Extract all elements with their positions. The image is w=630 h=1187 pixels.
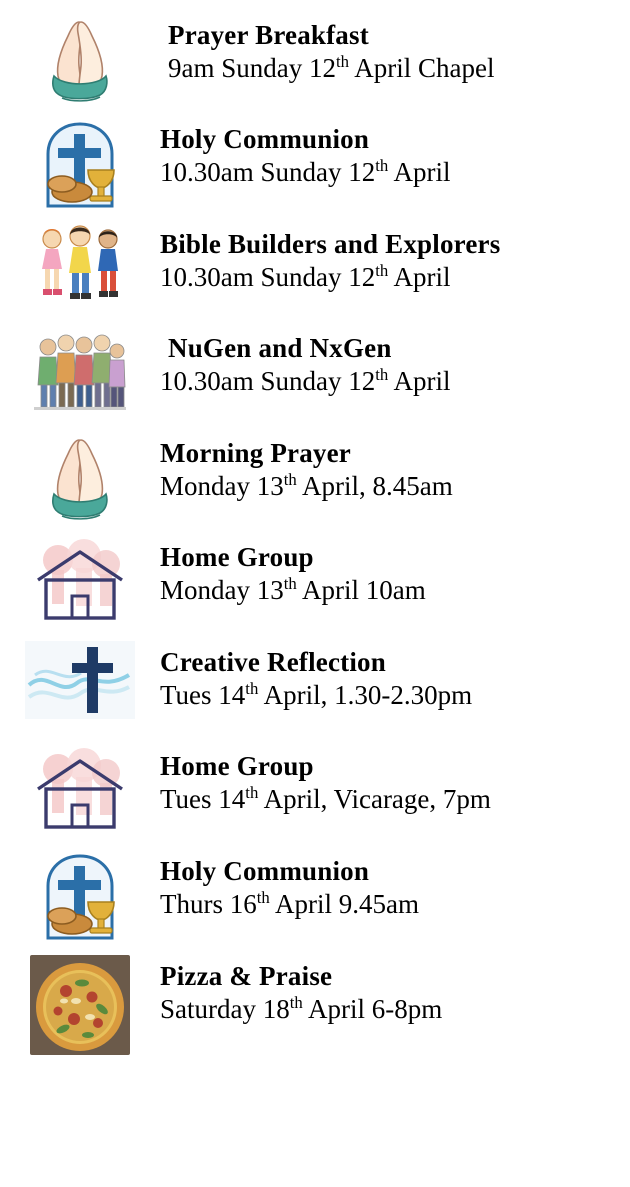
event-detail: Monday 13th April 10am (160, 573, 426, 605)
event-text-cell (160, 428, 630, 502)
list-item (0, 8, 630, 112)
event-icon-cell (0, 10, 160, 107)
list-item (0, 844, 630, 949)
children-group-icon (32, 223, 128, 312)
event-text-cell (160, 951, 630, 1025)
praying-hands-icon (34, 14, 126, 107)
house-icon (28, 536, 132, 633)
list-item (0, 530, 630, 635)
event-detail: Tues 14th April, Vicarage, 7pm (160, 782, 491, 814)
list-item (0, 217, 630, 321)
event-title: Holy Communion (160, 856, 370, 886)
event-icon-cell (0, 219, 160, 312)
event-title: Holy Communion (160, 124, 370, 154)
event-detail: Saturday 18th April 6-8pm (160, 992, 443, 1024)
event-text-cell (160, 114, 630, 188)
event-title: Creative Reflection (160, 647, 386, 677)
event-detail: Monday 13th April, 8.45am (160, 469, 453, 501)
event-detail: 10.30am Sunday 12th April (160, 364, 451, 396)
event-icon-cell (0, 323, 160, 424)
event-icon-cell (0, 846, 160, 947)
list-item (0, 426, 630, 530)
event-text-cell (160, 741, 630, 815)
event-text-cell (160, 846, 630, 920)
event-icon-cell (0, 951, 160, 1060)
event-icon-cell (0, 114, 160, 215)
event-text-cell (160, 219, 630, 293)
stained-glass-window-cross-chalice-icon (32, 118, 128, 215)
event-text-cell (160, 532, 630, 606)
house-icon (28, 745, 132, 842)
event-icon-cell (0, 741, 160, 842)
event-detail: 10.30am Sunday 12th April (160, 260, 451, 292)
event-detail: 10.30am Sunday 12th April (160, 155, 451, 187)
event-detail: Thurs 16th April 9.45am (160, 887, 420, 919)
event-icon-cell (0, 428, 160, 525)
event-title: NuGen and NxGen (168, 333, 392, 363)
event-title: Prayer Breakfast (168, 20, 369, 50)
praying-hands-icon (34, 432, 126, 525)
event-title: Home Group (160, 751, 314, 781)
event-text-cell (160, 637, 630, 711)
list-item (0, 635, 630, 739)
event-detail: 9am Sunday 12th April Chapel (168, 51, 495, 83)
event-title: Morning Prayer (160, 438, 351, 468)
creative-reflection-cross-icon (25, 641, 135, 724)
event-icon-cell (0, 532, 160, 633)
event-title: Bible Builders and Explorers (160, 229, 501, 259)
event-title: Pizza & Praise (160, 961, 333, 991)
event-title: Home Group (160, 542, 314, 572)
pizza-icon (30, 955, 130, 1060)
event-detail: Tues 14th April, 1.30-2.30pm (160, 678, 473, 710)
list-item (0, 949, 630, 1062)
youth-group-icon (32, 327, 128, 424)
list-item (0, 112, 630, 217)
event-icon-cell (0, 637, 160, 724)
stained-glass-window-cross-chalice-icon (32, 850, 128, 947)
list-item (0, 739, 630, 844)
event-text-cell (160, 10, 630, 84)
event-text-cell (160, 323, 630, 397)
list-item (0, 321, 630, 426)
